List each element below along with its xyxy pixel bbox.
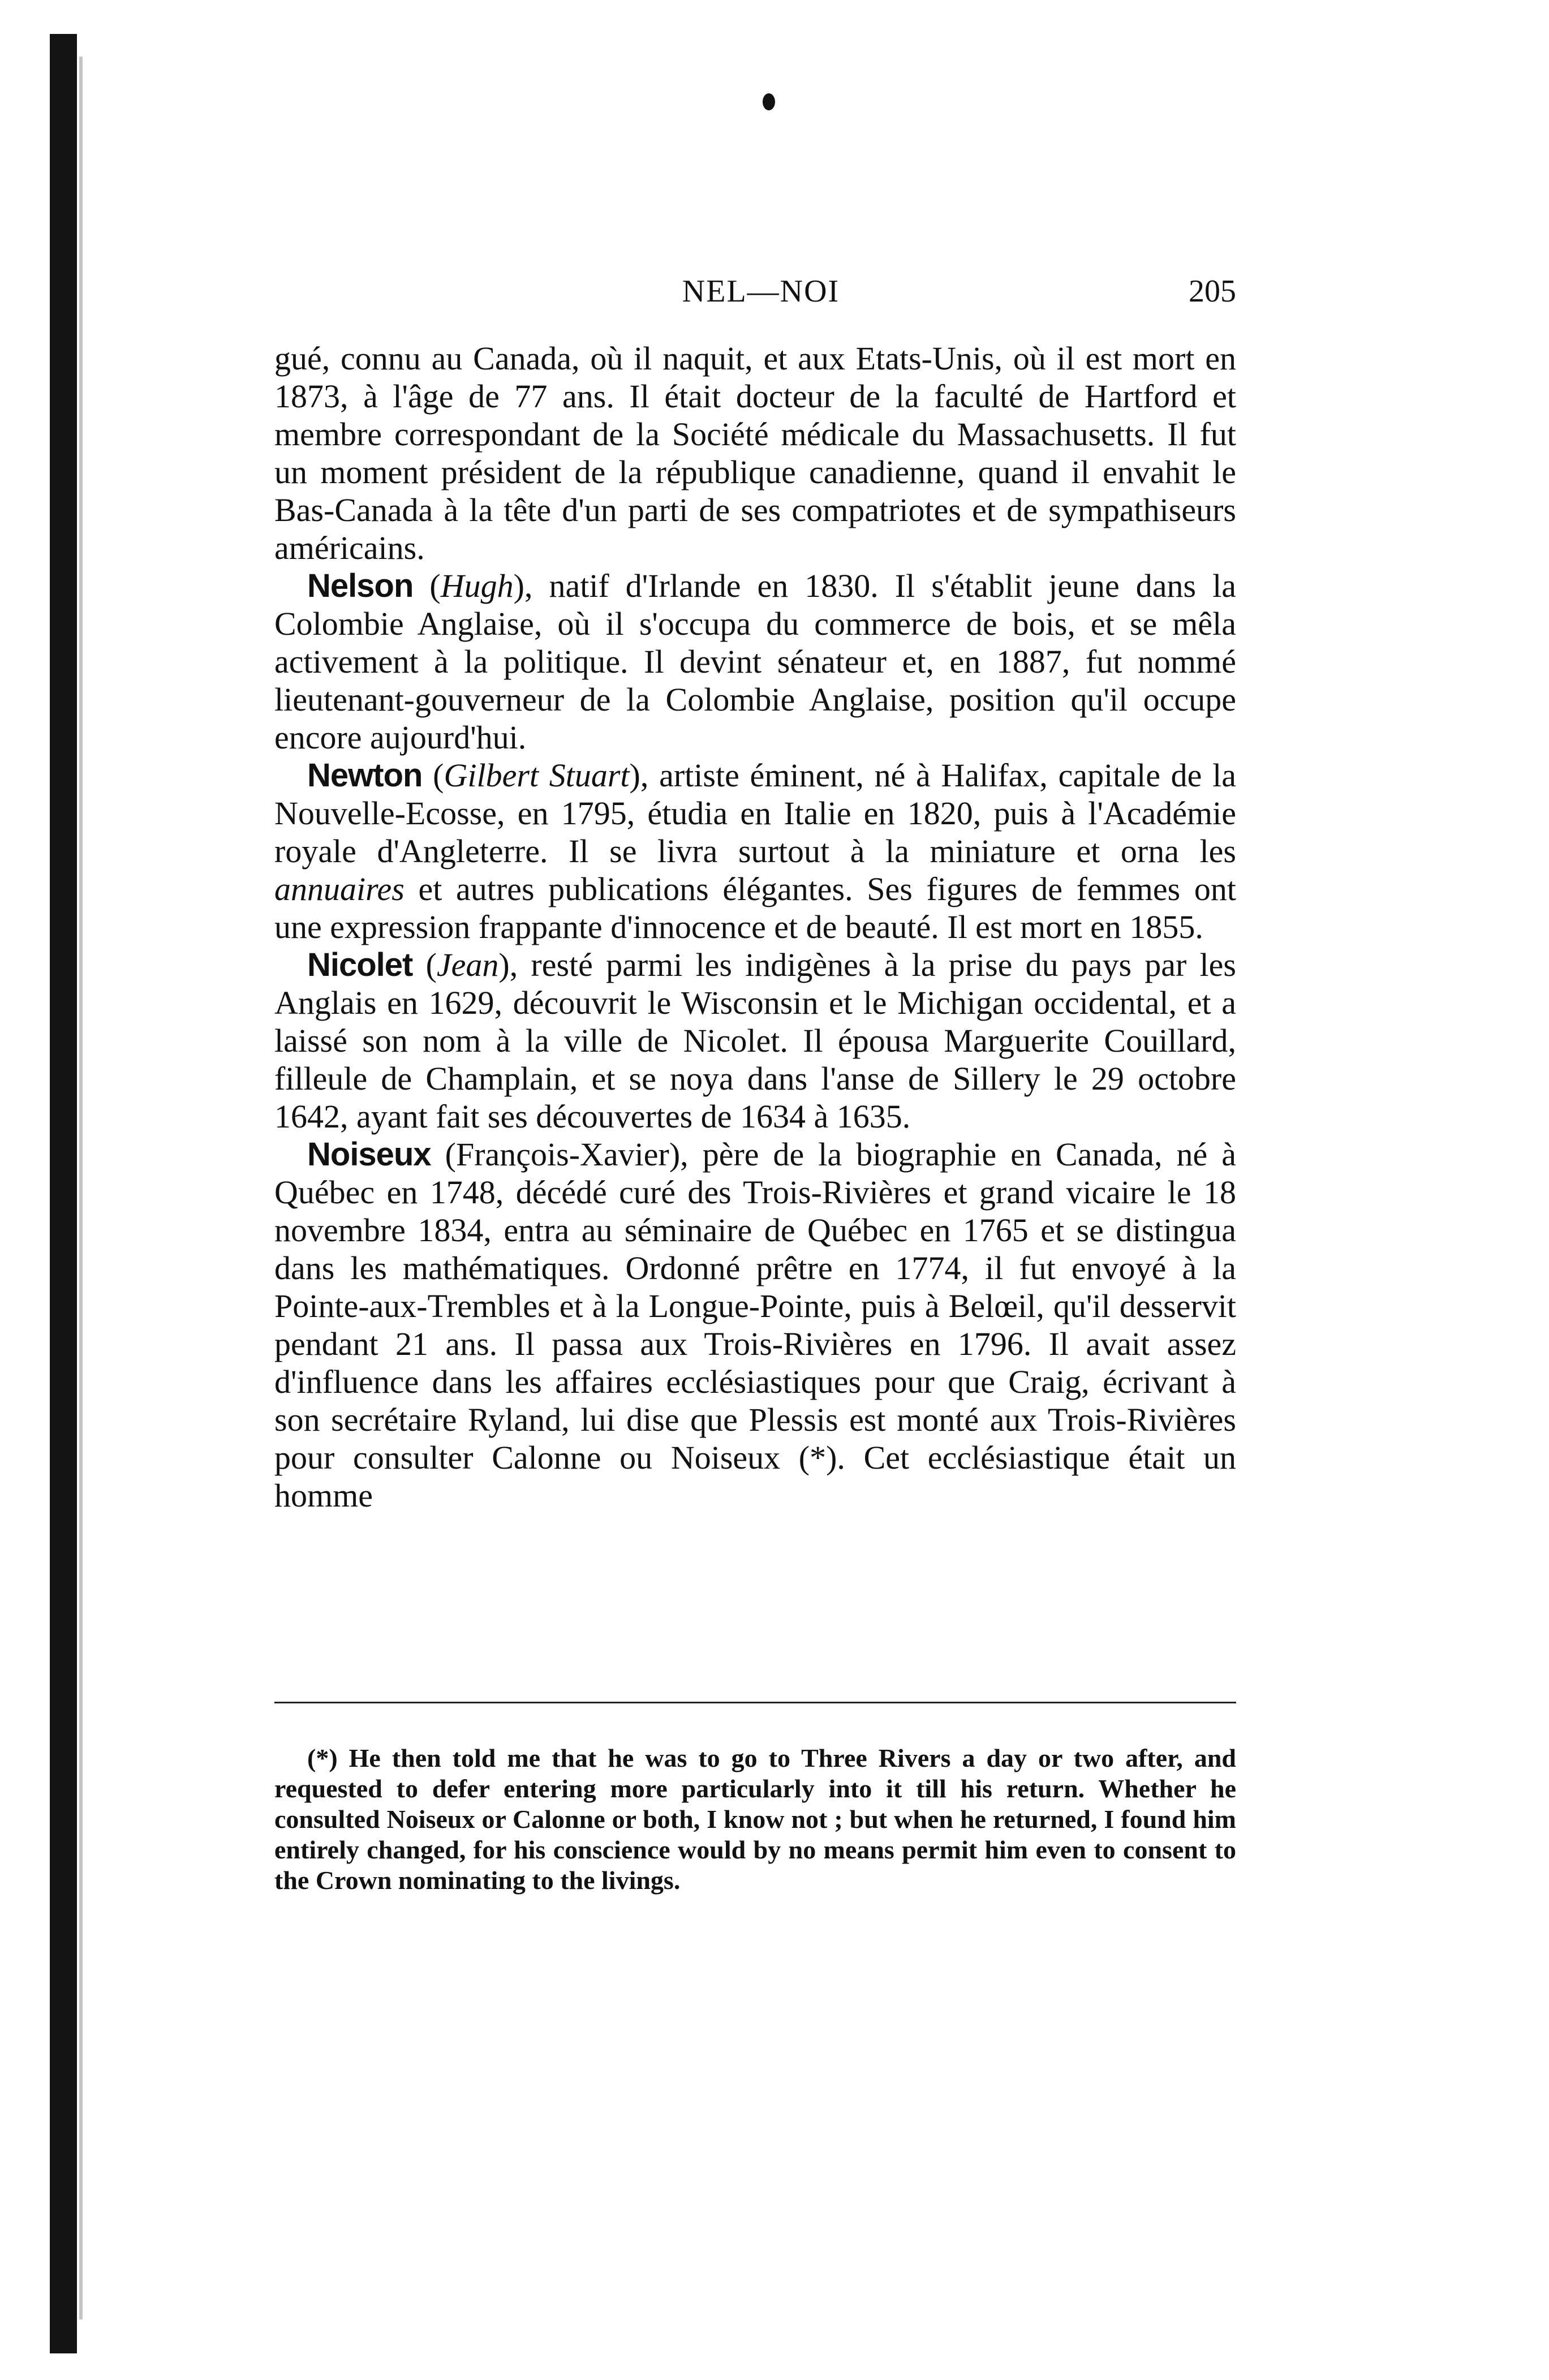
- entry-text: , natif d'Irlande en 1830. Il s'établit jeune dans la Colombie Anglaise, où il s'occupa du commerce de bois, et se mêla activement à la politique. Il devint sénateur et, en 1887, fut nommé lieutenant-gouverneur de la Colombie Anglaise, position qu'il occupe encore aujourd'hui.: [274, 567, 1236, 756]
- entry-newton: Newton (Gilbert Stuart), artiste éminent, né à Halifax, capitale de la Nouvelle-Ecosse, en 1795, étudia en Italie en 1820, puis à l'Académie royale d'Angleterre. Il se livra surtout à la miniature et orna les annuaires et autres publications élégantes. Ses figures de femmes ont une expression frappante d'innocence et de beauté. Il est mort en 1855.: [274, 757, 1236, 945]
- running-head: NEL—NOI: [682, 274, 840, 309]
- entry-given-names: Hugh: [440, 567, 514, 604]
- entry-text: , père de la biographie en Canada, né à Québec en 1748, décédé curé des Trois-Rivières et grand vicaire le 18 novembre 1834, entra au séminaire de Québec en 1765 et se distingua dans les mathématiques. Ordonné prêtre en 1774, il fut envoyé à la Pointe-aux-Trembles et à la Longue-Pointe, puis à Belœil, qu'il desservit pendant 21 ans. Il passa aux Trois-Rivières en 1796. Il avait assez d'influence dans les affaires ecclésiastiques pour que Craig, écrivant à son secrétaire Ryland, lui dise que Plessis est monté aux Trois-Rivières pour consulter Calonne ou Noiseux (*). Cet ecclésiastique était un homme: [274, 1136, 1236, 1514]
- entry-headword: Newton: [307, 757, 423, 794]
- entry-text: , resté parmi les indigènes à la prise du pays par les Anglais en 1629, découvrit le Wisconsin et le Michigan occidental, et a laissé son nom à la ville de Nicolet. Il épousa Marguerite Couillard, filleule de Champlain, et se noya dans l'anse de Sillery le 29 octobre 1642, ayant fait ses découvertes de 1634 à 1635.: [274, 946, 1236, 1135]
- entry-noiseux: [274, 1135, 1236, 1514]
- page-gutter-edge: [79, 57, 83, 2319]
- ink-dot: [763, 93, 775, 110]
- entry-emphasis: annuaires: [274, 871, 405, 907]
- entry-nicolet: Nicolet (Jean), resté parmi les indigènes à la prise du pays par les Anglais en 1629, découvrit le Wisconsin et le Michigan occidental, et a laissé son nom à la ville de Nicolet. Il épousa Marguerite Couillard, filleule de Champlain, et se noya dans l'anse de Sillery le 29 octobre 1642, ayant fait ses découvertes de 1634 à 1635.: [274, 946, 1236, 1135]
- entry-nelson: Nelson (Hugh), natif d'Irlande en 1830. Il s'établit jeune dans la Colombie Anglaise, où il s'occupa du commerce de bois, et se mêla activement à la politique. Il devint sénateur et, en 1887, fut nommé lieutenant-gouverneur de la Colombie Anglaise, position qu'il occupe encore aujourd'hui.: [274, 567, 1236, 756]
- page-header: [274, 269, 1236, 314]
- footnote: (*) He then told me that he was to go to Three Rivers a day or two after, and requested to defer entering more particularly into it till his return. Whether he consulted Noiseux or Calonne or both, I know not ; but when he returned, I found him entirely changed, for his conscience would by no means permit him even to consent to the Crown nominating to the livings.: [274, 1744, 1236, 1895]
- entry-headword: Nicolet: [307, 946, 413, 983]
- entry-headword: Noiseux: [307, 1136, 431, 1173]
- entry-headword: Nelson: [307, 567, 414, 604]
- book-spine-shadow: [50, 34, 77, 2353]
- entry-text: , artiste éminent, né à Halifax, capitale de la Nouvelle-Ecosse, en 1795, étudia en Italie en 1820, puis à l'Académie royale d'Angleterre. Il se livra surtout à la miniature et orna les: [274, 757, 1236, 870]
- continuation-paragraph: gué, connu au Canada, où il naquit, et aux Etats-Unis, où il est mort en 1873, à l'âge de 77 ans. Il était docteur de la faculté de Hartford et membre correspondant de la Société médicale du Massachusetts. Il fut un moment président de la république canadienne, quand il envahit le Bas-Canada à la tête d'un parti de ses compatriotes et de sympathiseurs américains.: [274, 340, 1236, 566]
- footnote-rule: [274, 1702, 1236, 1703]
- entry-given-names: Gilbert Stuart: [444, 757, 630, 794]
- entry-given-names: Jean: [436, 946, 499, 983]
- main-text: [274, 339, 1236, 1514]
- entry-text-continued: et autres publications élégantes. Ses figures de femmes ont une expression frappante d'innocence et de beauté. Il est mort en 1855.: [274, 871, 1236, 945]
- entry-given-names: (François-Xavier): [445, 1136, 681, 1173]
- page-number: 205: [1189, 274, 1236, 309]
